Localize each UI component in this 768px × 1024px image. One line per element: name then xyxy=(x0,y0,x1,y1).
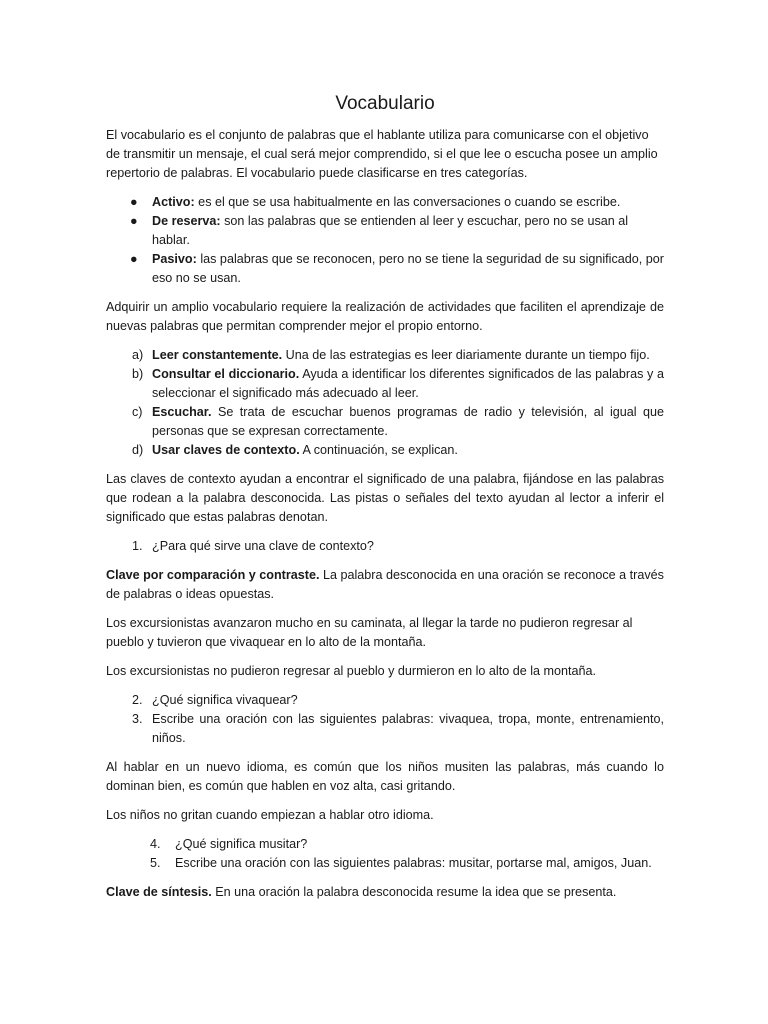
activities-list xyxy=(106,346,664,460)
question-list-2 xyxy=(106,691,664,748)
question-list-1 xyxy=(106,537,664,556)
list-item: b) Consultar el diccionario. Ayuda a identificar los diferentes significados de las palabras y a seleccionar el significado más adecuado al leer. xyxy=(132,367,664,400)
example-paragraph-4: Los niños no gritan cuando empiezan a hablar otro idioma. xyxy=(106,808,434,822)
bullet-icon: ● xyxy=(130,214,138,228)
list-item: 2. ¿Qué significa vivaquear? xyxy=(132,693,298,707)
example-paragraph-1: Los excursionistas avanzaron mucho en su caminata, al llegar la tarde no pudieron regresar al pueblo y tuvieron que vivaquear en lo alto de la montaña. xyxy=(106,616,633,649)
example-paragraph-3: Al hablar en un nuevo idioma, es común que los niños musiten las palabras, más cuando lo dominan bien, es común que hablen en voz alta, casi gritando. xyxy=(106,760,664,793)
question-list-3 xyxy=(106,835,664,873)
list-item: 4. ¿Qué significa musitar? xyxy=(150,837,308,851)
bullet-icon: ● xyxy=(130,195,138,209)
page-title: Vocabulario xyxy=(335,93,435,114)
list-item: ● Pasivo: las palabras que se reconocen, pero no se tiene la seguridad de su significado, por eso no se usan. xyxy=(130,252,664,285)
intro-paragraph: El vocabulario es el conjunto de palabras que el hablante utiliza para comunicarse con el objetivo de transmitir un mensaje, el cual será mejor comprendido, si el que lee o escucha posee un amplio repertorio de palabras. El vocabulario puede clasificarse en tres categorías. xyxy=(106,128,658,180)
categories-list xyxy=(106,193,664,288)
comparison-paragraph: Clave por comparación y contraste. La palabra desconocida en una oración se reconoce a través de palabras o ideas opuestas. xyxy=(106,568,664,601)
synthesis-paragraph: Clave de síntesis. En una oración la palabra desconocida resume la idea que se presenta. xyxy=(106,885,617,899)
list-item: 5. Escribe una oración con las siguientes palabras: musitar, portarse mal, amigos, Juan. xyxy=(150,856,652,870)
list-item: ● De reserva: son las palabras que se entienden al leer y escuchar, pero no se usan al hablar. xyxy=(130,214,629,247)
list-item: d) Usar claves de contexto. A continuación, se explican. xyxy=(132,443,458,457)
list-item: ● Activo: es el que se usa habitualmente en las conversaciones o cuando se escribe. xyxy=(106,193,664,212)
list-item: 1. ¿Para qué sirve una clave de contexto? xyxy=(132,539,374,553)
list-item: c) Escuchar. Se trata de escuchar buenos programas de radio y televisión, al igual que personas que se expresan correctamente. xyxy=(132,405,664,438)
example-paragraph-2: Los excursionistas no pudieron regresar al pueblo y durmieron en lo alto de la montaña. xyxy=(106,664,597,678)
acquire-paragraph: Adquirir un amplio vocabulario requiere la realización de actividades que faciliten el aprendizaje de nuevas palabras que permitan comprender mejor el propio entorno. xyxy=(106,300,664,333)
bullet-icon: ● xyxy=(130,252,138,266)
list-item: 3. Escribe una oración con las siguientes palabras: vivaquea, tropa, monte, entrenamiento, niños. xyxy=(132,712,664,745)
context-paragraph: Las claves de contexto ayudan a encontrar el significado de una palabra, fijándose en las palabras que rodean a la palabra desconocida. Las pistas o señales del texto ayudan al lector a inferir el significado que estas palabras denotan. xyxy=(106,472,664,524)
list-item: a) Leer constantemente. Una de las estrategias es leer diariamente durante un tiempo fijo. xyxy=(132,348,650,362)
